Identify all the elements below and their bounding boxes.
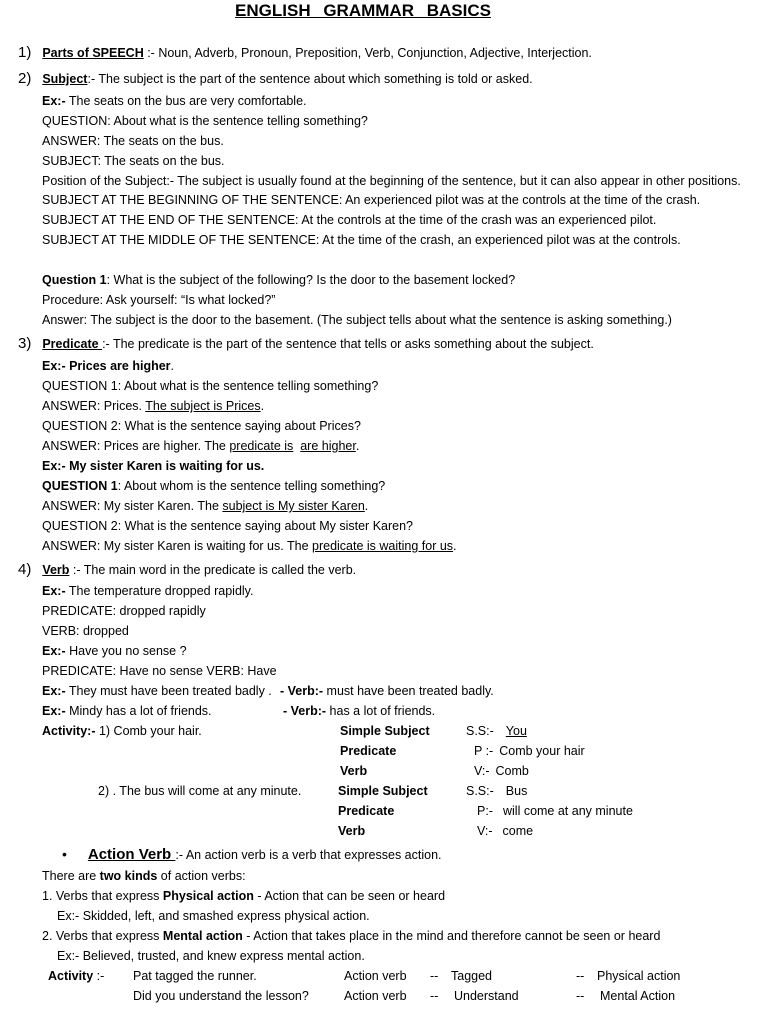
section-1 [18,45,592,61]
answer-label: P :- [474,744,494,758]
answer-label: S.S:- [466,724,494,738]
section-2 [18,71,533,87]
text-bold: Physical action [162,889,254,903]
text-line [42,478,385,494]
section-number: 1) [18,44,32,61]
activity-sentence: Did you understand the lesson? [133,989,309,1003]
activity-type: Physical action [597,969,681,983]
activity-col-label: Simple Subject [340,724,430,738]
answer-underlined: The subject is Prices [145,399,261,413]
answer-text: ANSWER: My sister Karen. The [42,499,223,513]
section-heading: Action Verb [87,846,176,863]
text-line [42,703,212,719]
verb-label: - Verb:- [283,704,327,718]
example-text: Ex:- Prices are higher [42,359,171,373]
text-line [283,703,435,719]
example-label: Ex:- [42,644,66,658]
text-line: SUBJECT AT THE END OF THE SENTENCE: At the controls at the time of the crash was an experienced pilot. [42,213,657,227]
text-line: Ex:- Believed, trusted, and knew express mental action. [57,949,365,963]
example-text: Have you no sense ? [65,644,187,658]
section-text: :- The subject is the part of the sentence about which something is told or asked. [87,72,533,86]
text-line: SUBJECT AT THE BEGINNING OF THE SENTENCE: An experienced pilot was at the controls at the time of the crash. [42,193,701,207]
text-line: QUESTION: About what is the sentence telling something? [42,114,368,128]
activity-answer [466,783,527,799]
example-label: Ex:- [42,684,66,698]
activity-col-label: Simple Subject [338,784,428,798]
activity-col-label: Verb [338,824,366,838]
activity-dash: -- [430,989,439,1003]
text-line [280,683,494,699]
section-text: :- Noun, Adverb, Pronoun, Preposition, Verb, Conjunction, Adjective, Interjection. [143,46,592,60]
text-line: VERB: dropped [42,624,129,638]
verb-label: - Verb:- [280,684,324,698]
activity-answer [477,823,533,839]
answer-label: V:- [477,824,493,838]
activity-answer [474,743,585,759]
text-line [42,438,359,454]
activity-type: Mental Action [600,989,676,1003]
answer-text: ANSWER: Prices. [42,399,146,413]
verb-text: must have been treated badly. [323,684,494,698]
text-line [42,358,174,374]
answer-text: ANSWER: Prices are higher. The [42,439,230,453]
answer-underlined: predicate is waiting for us [312,539,454,553]
activity-colon: :- [93,969,105,983]
text-line: Procedure: Ask yourself: “Is what locked?” [42,293,276,307]
text-line [42,888,445,904]
text-line: QUESTION 2: What is the sentence saying about My sister Karen? [42,519,413,533]
activity-verb: Tagged [451,969,493,983]
section-text: :- The main word in the predicate is called the verb. [69,563,357,577]
text-part: There are [42,869,100,883]
text-line [42,928,660,944]
text-part: 2. Verbs that express [42,929,163,943]
activity-answer [474,763,529,779]
text-line [42,538,457,554]
punctuation: . [260,399,265,413]
answer-value: Bus [505,784,528,798]
activity-col-label: Predicate [338,804,395,818]
bullet-action-verb [62,846,442,863]
text-line: Answer: The subject is the door to the basement. (The subject tells about what the sentence is asking something.) [42,313,672,327]
answer-value: will come at any minute [502,804,633,818]
text-line: SUBJECT: The seats on the bus. [42,154,225,168]
text-line: QUESTION 1: About what is the sentence telling something? [42,379,379,393]
answer-underlined: subject is My sister Karen [222,499,365,513]
page-title: ENGLISH GRAMMAR BASICS [235,1,491,20]
text-line: ANSWER: The seats on the bus. [42,134,224,148]
text-line [42,643,187,659]
text-bold: two kinds [99,869,158,883]
section-heading: Verb [42,563,70,577]
text-line: Position of the Subject:- The subject is usually found at the beginning of the sentence, but it can also appear in other positions. [42,174,741,188]
verb-text: has a lot of friends. [326,704,436,718]
section-3 [18,336,594,352]
answer-text: ANSWER: My sister Karen is waiting for us. The [42,539,312,553]
activity-text: 1) Comb your hair. [95,724,202,738]
activity-answer [466,723,527,739]
example-text: The seats on the bus are very comfortable. [65,94,307,108]
activity-label: Activity:- [42,724,96,738]
text-line [42,498,368,514]
text-line: PREDICATE: dropped rapidly [42,604,206,618]
question-label: QUESTION 1 [42,479,118,493]
punctuation: . [364,499,369,513]
section-number: 4) [18,561,32,578]
answer-label: S.S:- [466,784,494,798]
text-line: Ex:- Skidded, left, and smashed express physical action. [57,909,370,923]
example-label: Ex:- [42,94,66,108]
answer-value: You [505,724,527,738]
section-heading: Subject [42,72,88,86]
activity-kind: Action verb [344,989,407,1003]
example-label: Ex:- [42,584,66,598]
punctuation: . [453,539,457,553]
text-line [42,868,246,884]
example-text: The temperature dropped rapidly. [65,584,254,598]
section-number: 3) [18,335,32,352]
activity-dash: -- [576,989,585,1003]
answer-value: Comb [495,764,529,778]
text-line [42,683,272,699]
activity-verb: Understand [454,989,519,1003]
example-label: Ex:- [42,704,66,718]
activity-dash: -- [430,969,439,983]
example-text: Mindy has a lot of friends. [65,704,212,718]
activity-kind: Action verb [344,969,407,983]
activity-text: 2) . The bus will come at any minute. [98,784,302,798]
activity-answer [477,803,633,819]
bullet-icon: • [62,846,67,862]
section-heading: Parts of SPEECH [42,46,144,60]
question-text: : About whom is the sentence telling something? [117,479,386,493]
activity-line [48,968,104,984]
text-part: of action verbs: [157,869,246,883]
activity-col-label: Verb [340,764,368,778]
answer-label: P:- [477,804,493,818]
text-line: Ex:- My sister Karen is waiting for us. [42,459,265,473]
answer-value: come [502,824,534,838]
text-part: - Action that can be seen or heard [253,889,446,903]
answer-value: Comb your hair [499,744,585,758]
text-line [42,93,307,109]
text-line [42,398,264,414]
text-line: SUBJECT AT THE MIDDLE OF THE SENTENCE: At the time of the crash, an experienced pilot was at the controls. [42,233,681,247]
text-line [42,272,515,288]
text-bold: Mental action [162,929,243,943]
text-part: 1. Verbs that express [42,889,163,903]
question-text: : What is the subject of the following? Is the door to the basement locked? [106,273,516,287]
section-text: :- The predicate is the part of the sentence that tells or asks something about the subject. [102,337,594,351]
example-text: They must have been treated badly . [65,684,272,698]
activity-label: Activity [48,969,94,983]
section-text: :- An action verb is a verb that expresses action. [175,848,442,862]
text-line [42,583,253,599]
answer-underlined: are higher [300,439,356,453]
answer-underlined: predicate is [229,439,294,453]
punctuation: . [170,359,175,373]
section-heading: Predicate [42,337,103,351]
question-label: Question 1 [42,273,107,287]
activity-col-label: Predicate [340,744,397,758]
section-number: 2) [18,70,32,87]
text-line: PREDICATE: Have no sense VERB: Have [42,664,277,678]
section-4 [18,562,356,578]
text-line: QUESTION 2: What is the sentence saying about Prices? [42,419,361,433]
activity-line [42,723,202,739]
activity-sentence: Pat tagged the runner. [133,969,257,983]
activity-dash: -- [576,969,585,983]
answer-label: V:- [474,764,490,778]
punctuation: . [355,439,360,453]
text-part: - Action that takes place in the mind and therefore cannot be seen or heard [242,929,661,943]
